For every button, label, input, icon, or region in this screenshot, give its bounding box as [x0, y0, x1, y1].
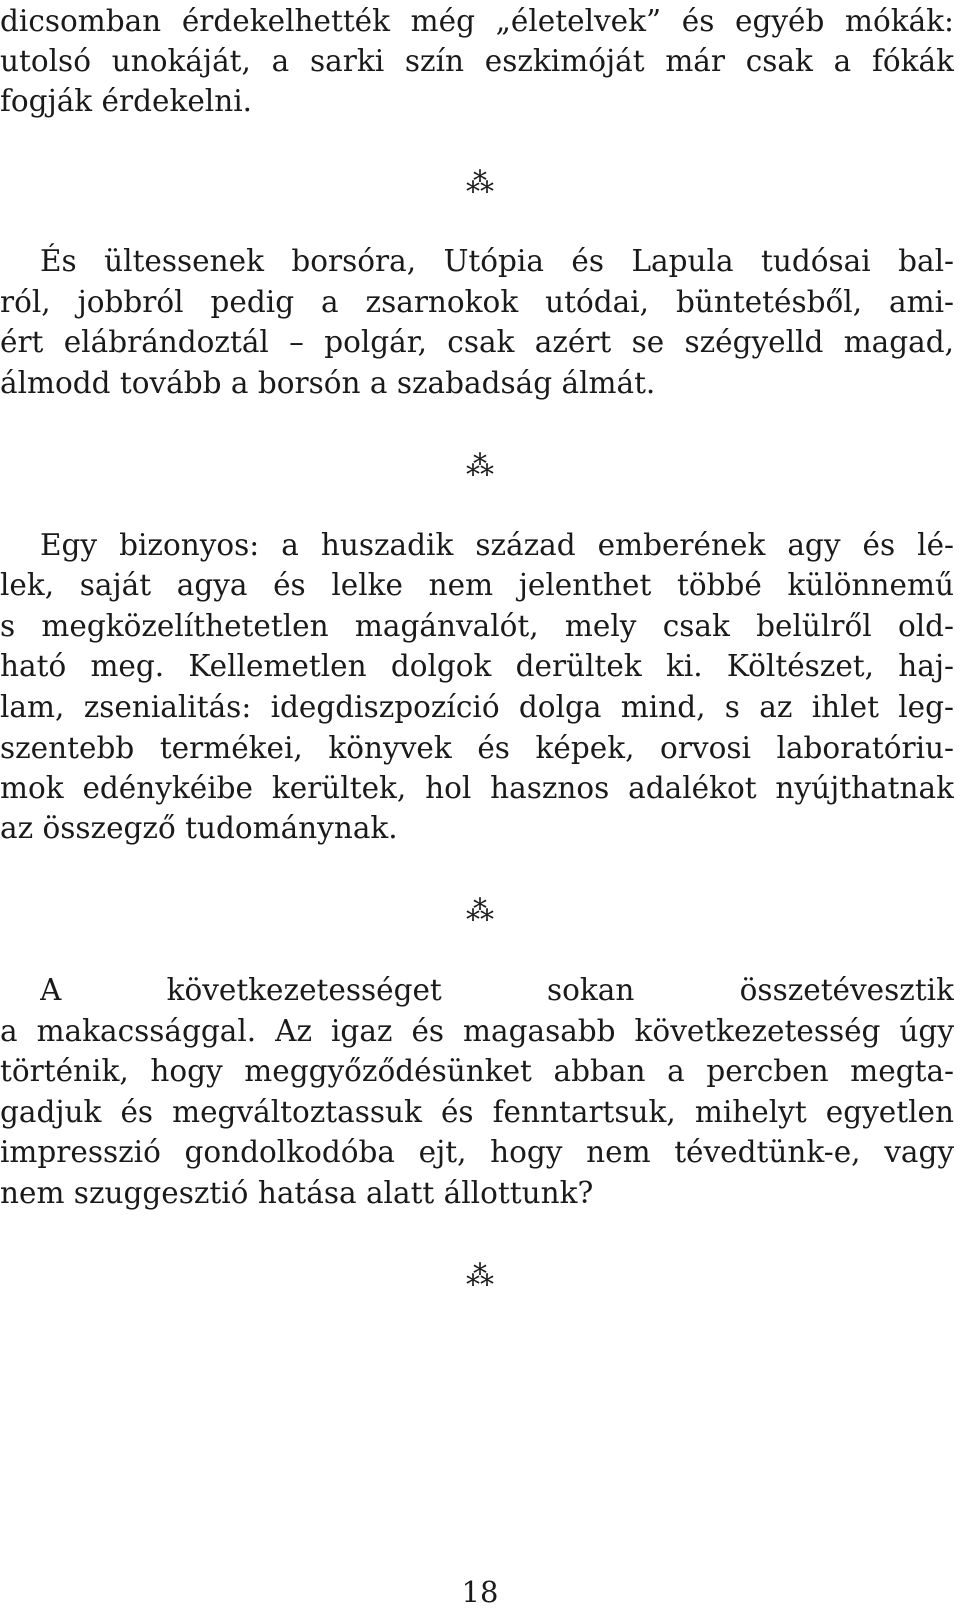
text-line: A következetességet sokan összetévesztik — [40, 973, 954, 1007]
text-line: lek, saját agya és lelke nem jelenthet többé különnemű — [0, 568, 954, 602]
text-line: gadjuk és megváltoztassuk és fenntartsuk, mihelyt egyetlen — [0, 1095, 954, 1129]
text-line: a makacssággal. Az igaz és magasabb következetesség úgy — [0, 1014, 954, 1048]
text-line: dicsomban érdekelhették még „életelvek” és egyéb mókák: — [0, 4, 954, 38]
text-line: ért elábrándoztál – polgár, csak azért se szégyelld magad, — [0, 325, 954, 359]
text-line: nem szuggesztió hatása alatt állottunk? — [0, 1176, 594, 1210]
text-line: lam, zsenialitás: idegdiszpozíció dolga mind, s az ihlet leg- — [0, 690, 954, 724]
text-line: történik, hogy meggyőződésünket abban a percben megta- — [0, 1054, 954, 1088]
text-line: álmodd tovább a borsón a szabadság álmát. — [0, 366, 656, 400]
asterism-separator: ⁂ — [466, 1259, 494, 1292]
text-line: ról, jobbról pedig a zsarnokok utódai, büntetésből, ami- — [0, 285, 954, 319]
text-line: ható meg. Kellemetlen dolgok derültek ki. Költészet, haj- — [0, 649, 954, 683]
asterism-separator: ⁂ — [466, 166, 494, 199]
text-line: szentebb termékei, könyvek és képek, orvosi laboratóriu- — [0, 731, 954, 765]
text-line: utolsó unokáját, a sarki szín eszkimóját már csak a fókák — [0, 44, 954, 78]
asterism-separator: ⁂ — [466, 894, 494, 927]
text-line: mok edénykéibe kerültek, hol hasznos adalékot nyújthatnak — [0, 771, 954, 805]
asterism-separator: ⁂ — [466, 449, 494, 482]
text-line: fogják érdekelni. — [0, 84, 253, 118]
text-line: s megközelíthetetlen magánvalót, mely csak belülről old- — [0, 609, 954, 643]
text-line: az összegző tudománynak. — [0, 811, 398, 845]
page-number: 18 — [461, 1575, 499, 1609]
text-line: Egy bizonyos: a huszadik század emberének agy és lé- — [40, 528, 954, 562]
text-line: És ültessenek borsóra, Utópia és Lapula tudósai bal- — [40, 244, 954, 278]
text-line: impresszió gondolkodóba ejt, hogy nem tévedtünk-e, vagy — [0, 1135, 954, 1169]
